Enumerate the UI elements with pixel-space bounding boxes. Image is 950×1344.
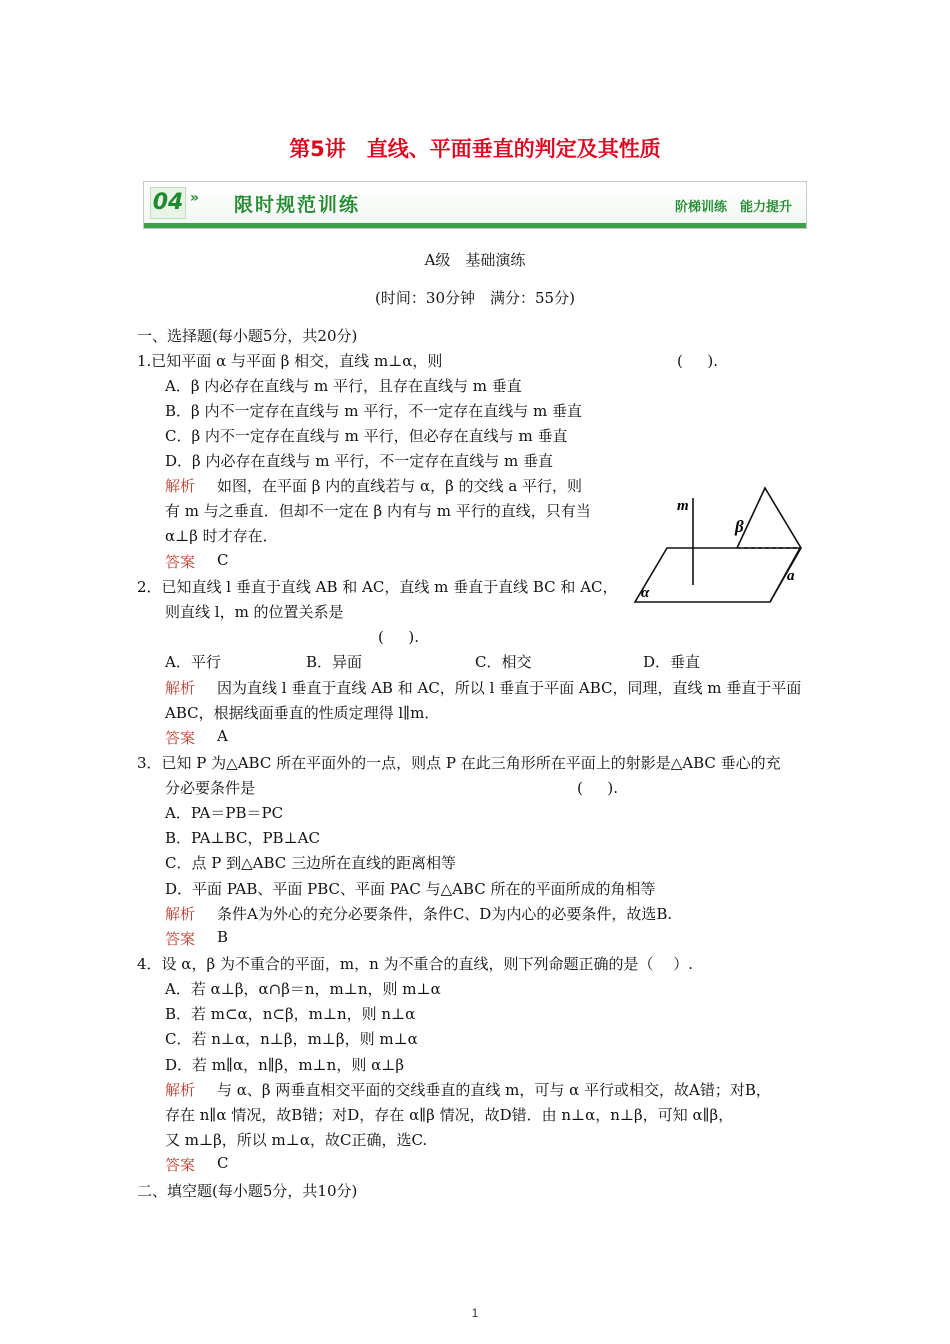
q2-analysis-2: ABC，根据线面垂直的性质定理得 l∥m． xyxy=(165,704,440,722)
q3-option-b: B．PA⊥BC，PB⊥AC xyxy=(165,829,320,847)
q2-analysis-1: 因为直线 l 垂直于直线 AB 和 AC，所以 l 垂直于平面 ABC，同理，直线 m 垂直于平面 xyxy=(217,679,802,697)
q1-answer: C xyxy=(217,551,229,569)
q3-analysis-label: 解析 xyxy=(165,905,196,923)
label-a: a xyxy=(787,568,795,584)
q1-option-b: B．β 内不一定存在直线与 m 平行，不一定存在直线与 m 垂直 xyxy=(165,402,582,420)
q3-option-a: A．PA＝PB＝PC xyxy=(165,804,284,822)
banner-label: 限时规范训练 xyxy=(234,194,361,216)
q1-analysis-2: 有 m 与之垂直．但却不一定在 β 内有与 m 平行的直线，只有当 xyxy=(165,502,591,520)
q2-option-b: B．异面 xyxy=(306,653,363,671)
q1-option-d: D．β 内必存在直线与 m 平行，不一定存在直线与 m 垂直 xyxy=(165,452,553,470)
q4-analysis-1: 与 α、β 两垂直相交平面的交线垂直的直线 m，可与 α 平行或相交，故A错；对B， xyxy=(217,1081,771,1099)
q4-stem: 4．设 α，β 为不重合的平面，m，n 为不重合的直线，则下列命题正确的是（ ）. xyxy=(137,955,694,973)
section-fill: 二、填空题(每小题5分，共10分) xyxy=(137,1182,358,1200)
q4-analysis-2: 存在 n∥α 情况，故B错；对D，存在 α∥β 情况，故D错．由 n⊥α，n⊥β，可知 α∥β， xyxy=(165,1106,734,1124)
q2-option-c: C．相交 xyxy=(475,653,532,671)
time-info: (时间：30分钟 满分：55分) xyxy=(375,289,575,307)
banner-bar xyxy=(144,223,806,228)
level-heading: A级 基础演练 xyxy=(424,251,526,269)
q4-option-d: D．若 m∥α，n∥β，m⊥n，则 α⊥β xyxy=(165,1056,405,1074)
page-number: 1 xyxy=(471,1306,479,1320)
q3-answer-label: 答案 xyxy=(165,930,196,948)
q4-analysis-3: 又 m⊥β，所以 m⊥α，故C正确，选C. xyxy=(165,1131,428,1149)
q1-stem: 1.已知平面 α 与平面 β 相交，直线 m⊥α，则 xyxy=(137,352,443,370)
q3-stem-1: 3．已知 P 为△ABC 所在平面外的一点，则点 P 在此三角形所在平面上的射影是△ABC 垂心的充 xyxy=(137,754,781,772)
page-title: 第5讲 直线、平面垂直的判定及其性质 xyxy=(289,137,661,161)
label-m: m xyxy=(677,498,689,514)
q2-analysis-label: 解析 xyxy=(165,679,196,697)
q1-answer-label: 答案 xyxy=(165,553,196,571)
q2-blank: ( ). xyxy=(378,628,420,646)
q2-stem-1: 2．已知直线 l 垂直于直线 AB 和 AC，直线 m 垂直于直线 BC 和 AC， xyxy=(137,578,618,596)
label-beta: β xyxy=(735,517,744,536)
q4-answer: C xyxy=(217,1154,229,1172)
q4-option-b: B．若 m⊂α，n⊂β，m⊥n，则 n⊥α xyxy=(165,1005,416,1023)
q2-answer: A xyxy=(217,727,228,745)
q2-option-d: D．垂直 xyxy=(643,653,701,671)
label-alpha: α xyxy=(641,585,650,601)
q2-answer-label: 答案 xyxy=(165,729,196,747)
q3-option-c: C．点 P 到△ABC 三边所在直线的距离相等 xyxy=(165,854,457,872)
q3-analysis: 条件A为外心的充分必要条件，条件C、D为内心的必要条件，故选B. xyxy=(217,905,673,923)
q1-analysis-label: 解析 xyxy=(165,477,196,495)
section-banner xyxy=(143,181,807,229)
q1-analysis-3: α⊥β 时才存在． xyxy=(165,527,278,545)
q3-stem-2: 分必要条件是 xyxy=(165,779,256,797)
q3-blank: ( ). xyxy=(577,779,619,797)
q3-option-d: D．平面 PAB、平面 PBC、平面 PAC 与△ABC 所在的平面所成的角相等 xyxy=(165,880,656,898)
q1-option-c: C．β 内不一定存在直线与 m 平行，但必存在直线与 m 垂直 xyxy=(165,427,568,445)
plane-figure xyxy=(625,480,815,610)
q4-analysis-label: 解析 xyxy=(165,1081,196,1099)
q4-option-a: A．若 α⊥β，α∩β＝n，m⊥n，则 m⊥α xyxy=(165,980,441,998)
q4-answer-label: 答案 xyxy=(165,1156,196,1174)
q1-option-a: A．β 内必存在直线与 m 平行，且存在直线与 m 垂直 xyxy=(165,377,522,395)
section-choice: 一、选择题(每小题5分，共20分) xyxy=(137,327,358,345)
banner-tag: 阶梯训练 能力提升 xyxy=(674,200,792,215)
chevron-right-icon: » xyxy=(190,190,200,206)
q1-blank: ( ). xyxy=(677,352,719,370)
q2-stem-2: 则直线 l，m 的位置关系是 xyxy=(165,603,344,621)
q3-answer: B xyxy=(217,928,229,946)
q2-option-a: A．平行 xyxy=(165,653,221,671)
q4-option-c: C．若 n⊥α，n⊥β，m⊥β，则 m⊥α xyxy=(165,1030,418,1048)
q1-analysis-1: 如图，在平面 β 内的直线若与 α，β 的交线 a 平行，则 xyxy=(217,477,583,495)
plane-beta xyxy=(737,488,801,602)
banner-number: 04 xyxy=(150,187,186,219)
